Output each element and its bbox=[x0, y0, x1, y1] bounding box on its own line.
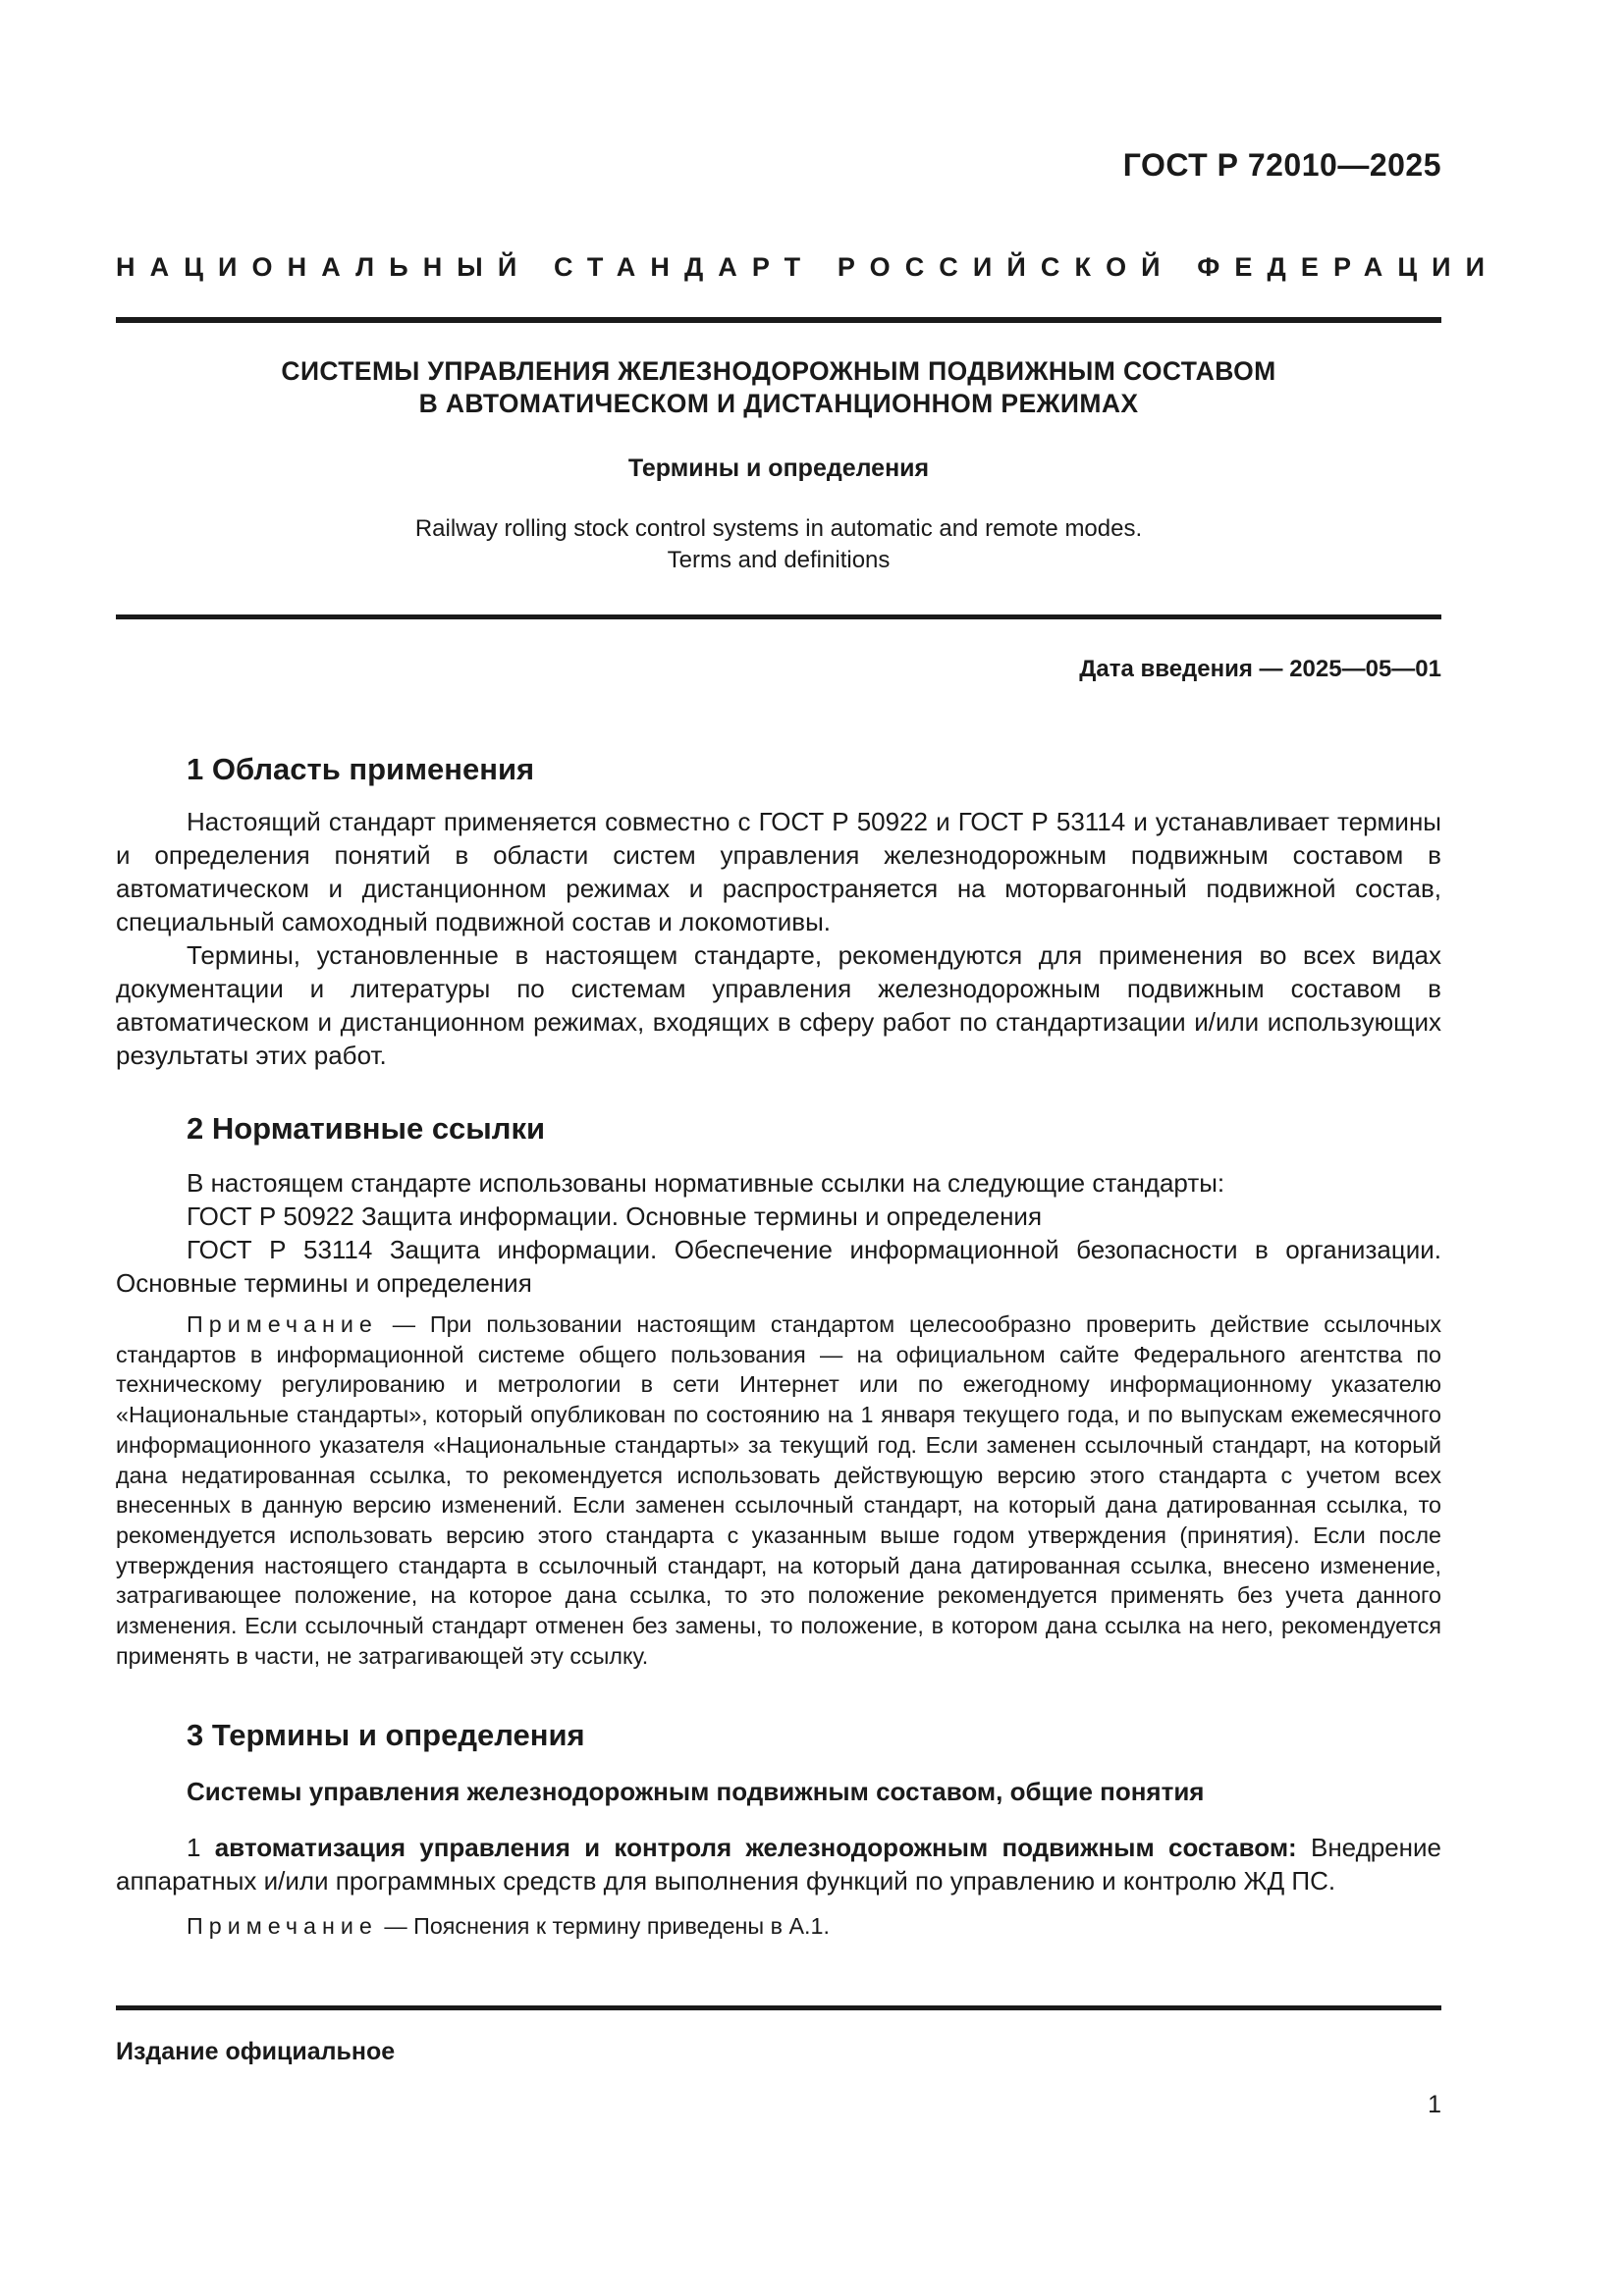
term-name: автоматизация управления и контроля железнодорожным подвижным составом: bbox=[214, 1833, 1297, 1862]
paragraph: Настоящий стандарт применяется совместно с ГОСТ Р 50922 и ГОСТ Р 53114 и устанавливает термины и определения понятий в области систем управления железнодорожным подвижным составом в автоматическом и дистанционном режимах и распространяется на моторвагонный подвижной состав, специальный самоходный подвижной состав и локомотивы. bbox=[116, 807, 1441, 936]
note bbox=[116, 1911, 1441, 1942]
national-standard-banner: НАЦИОНАЛЬНЫЙ СТАНДАРТ РОССИЙСКОЙ ФЕДЕРАЦИИ bbox=[116, 252, 1500, 282]
section-terms bbox=[116, 1718, 1441, 1942]
terms-subheading: Системы управления железнодорожным подвижным составом, общие понятия bbox=[187, 1777, 1205, 1806]
note-text: — При пользовании настоящим стандартом целесообразно проверить действие ссылочных стандартов в информационной системе общего пользования — на официальном сайте Федерального агентства по техническому регулированию и метрологии в сети Интернет или по ежегодному информационному указателю «Национальные стандарты», который опубликован по состоянию на 1 января текущего года, и по выпускам ежемесячного информационного указателя «Национальные стандарты» за текущий год. Если заменен ссылочный стандарт, на который дана недатированная ссылка, то рекомендуется использовать действующую версию этого стандарта с учетом всех внесенных в данную версию изменений. Если заменен ссылочный стандарт, на который дана датированная ссылка, то рекомендуется использовать версию этого стандарта с указанным выше годом утверждения (принятия). Если после утверждения настоящего стандарта в ссылочный стандарт, на который дана датированная ссылка, внесено изменение, затрагивающее положение, на которое дана ссылка, то это положение рекомендуется применять без учета данного изменения. Если ссылочный стандарт отменен без замены, то положение, в котором дана ссылка на него, рекомендуется применять в части, не затрагивающей эту ссылку. bbox=[116, 1311, 1441, 1669]
note bbox=[116, 1309, 1441, 1671]
reference-item: ГОСТ Р 50922 Защита информации. Основные термины и определения bbox=[187, 1201, 1043, 1231]
section-heading: 1 Область применения bbox=[187, 752, 535, 786]
english-title bbox=[116, 513, 1441, 576]
introduction-date: Дата введения — 2025—05—01 bbox=[1079, 656, 1441, 682]
section-scope bbox=[116, 752, 1441, 1072]
term-definition: Внедрение аппаратных и/или программных средств для выполнения функций по управлению и контролю ЖД ПС. bbox=[116, 1833, 1441, 1896]
english-title-line-2: Terms and definitions bbox=[667, 547, 891, 573]
note-text: — Пояснения к термину приведены в А.1. bbox=[377, 1913, 830, 1939]
paragraph: В настоящем стандарте использованы нормативные ссылки на следующие стандарты: bbox=[187, 1168, 1225, 1198]
section-heading: 2 Нормативные ссылки bbox=[187, 1111, 546, 1146]
section-heading: 3 Термины и определения bbox=[187, 1718, 585, 1752]
title-divider bbox=[116, 614, 1441, 619]
document-title bbox=[116, 355, 1441, 420]
title-line-2: В АВТОМАТИЧЕСКОМ И ДИСТАНЦИОННОМ РЕЖИМАХ bbox=[418, 389, 1139, 418]
footer-divider bbox=[116, 2005, 1441, 2010]
section-normative-references bbox=[116, 1111, 1441, 1671]
page-number: 1 bbox=[1428, 2091, 1441, 2118]
document-code: ГОСТ Р 72010—2025 bbox=[1122, 147, 1441, 183]
term-number: 1 bbox=[187, 1833, 215, 1862]
note-label: Примечание bbox=[187, 1913, 378, 1939]
english-title-line-1: Railway rolling stock control systems in automatic and remote modes. bbox=[414, 515, 1143, 542]
official-edition-label: Издание официальное bbox=[116, 2038, 396, 2065]
term-entry bbox=[116, 1831, 1441, 1897]
paragraph: Термины, установленные в настоящем стандарте, рекомендуются для применения во всех видах документации и литературы по системам управления железнодорожным подвижным составом в автоматическом и дистанционном режимах, входящих в сферу работ по стандартизации и/или использующих результаты этих работ. bbox=[116, 940, 1441, 1070]
top-divider bbox=[116, 317, 1441, 323]
document-subtitle: Термины и определения bbox=[627, 454, 930, 482]
note-label: Примечание bbox=[187, 1311, 378, 1337]
reference-item: ГОСТ Р 53114 Защита информации. Обеспечение информационной безопасности в организации. Основные термины и определения bbox=[116, 1235, 1441, 1298]
title-line-1: СИСТЕМЫ УПРАВЛЕНИЯ ЖЕЛЕЗНОДОРОЖНЫМ ПОДВИЖНЫМ СОСТАВОМ bbox=[281, 356, 1276, 386]
